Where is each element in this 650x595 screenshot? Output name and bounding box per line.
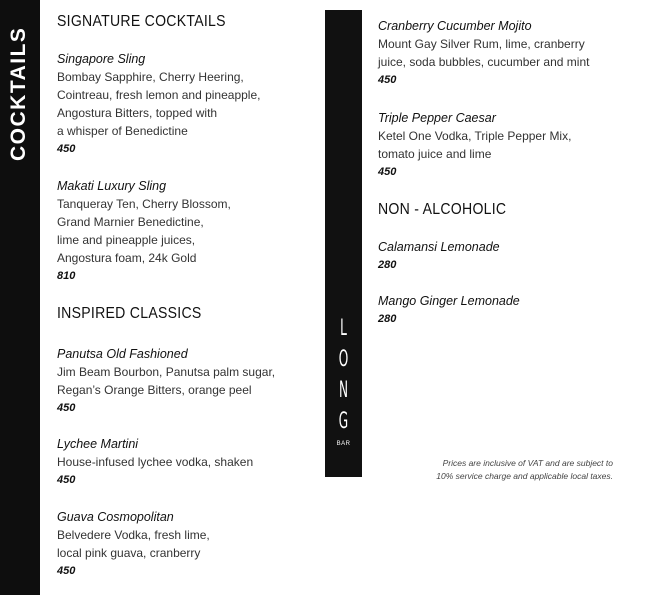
description-line: Ketel One Vodka, Triple Pepper Mix, [378,129,572,143]
long-bar-logo [325,313,362,447]
description-line: House-infused lychee vodka, shaken [57,455,254,469]
item-description [57,363,275,399]
section-non-alcoholic [378,200,524,220]
description-line: Grand Marnier Benedictine, [57,215,204,229]
description-line: local pink guava, cranberry [57,546,201,560]
description-line: Jim Beam Bourbon, Panutsa palm sugar, [57,365,276,379]
note-line: Prices are inclusive of VAT and are subject to [442,458,613,468]
item-name: Cranberry Cucumber Mojito [378,19,532,33]
pricing-note [395,457,613,483]
section-heading: NON - ALCOHOLIC [378,201,507,218]
item-description [57,68,260,140]
item-price: 450 [57,474,76,486]
menu-item [378,292,520,328]
menu-item [57,177,231,285]
description-line: Angostura Bitters, topped with [57,106,218,120]
menu-item [378,238,500,274]
description-line: lime and pineapple juices, [57,233,196,247]
logo-letter: N [338,378,349,403]
description-line: Belvedere Vodka, fresh lime, [57,528,210,542]
description-line: Mount Gay Silver Rum, lime, cranberry [378,37,585,51]
item-price: 450 [57,565,76,577]
item-price: 450 [57,143,76,155]
description-line: a whisper of Benedictine [57,124,188,138]
item-name: Mango Ginger Lemonade [378,294,520,308]
menu-item [378,17,589,89]
logo-letter: G [338,409,349,434]
menu-item [57,345,275,417]
item-name: Panutsa Old Fashioned [57,347,188,361]
center-divider-banner [325,10,362,477]
item-name: Guava Cosmopolitan [57,510,174,524]
menu-item [57,435,253,489]
item-name: Singapore Sling [57,52,146,66]
description-line: tomato juice and lime [378,147,492,161]
item-price: 280 [378,313,397,325]
menu-item [57,508,210,580]
section-heading: SIGNATURE COCKTAILS [57,13,226,30]
side-banner [0,0,40,595]
item-description [378,127,571,163]
item-name: Calamansi Lemonade [378,240,500,254]
item-description [57,195,231,267]
logo-letter: O [338,347,349,372]
menu-item [57,50,260,158]
section-heading: INSPIRED CLASSICS [57,305,202,322]
item-price: 450 [378,74,397,86]
logo-letter: L [340,316,347,341]
menu-item [378,109,571,181]
note-line: 10% service charge and applicable local taxes. [436,471,613,481]
side-title: COCKTAILS [7,26,30,161]
description-line: Angostura foam, 24k Gold [57,251,197,265]
description-line: Bombay Sapphire, Cherry Heering, [57,70,244,84]
item-price: 810 [57,270,76,282]
item-description [57,526,210,562]
item-name: Triple Pepper Caesar [378,111,496,125]
item-name: Lychee Martini [57,437,139,451]
description-line: juice, soda bubbles, cucumber and mint [378,55,590,69]
description-line: Regan’s Orange Bitters, orange peel [57,383,252,397]
item-price: 280 [378,259,397,271]
description-line: Tanqueray Ten, Cherry Blossom, [57,197,231,211]
section-signature-cocktails [57,12,249,32]
description-line: Cointreau, fresh lemon and pineapple, [57,88,261,102]
item-description [378,35,589,71]
item-description [57,453,253,471]
section-inspired-classics [57,304,221,324]
item-price: 450 [378,166,397,178]
logo-subtitle: BAR [336,441,351,447]
item-name: Makati Luxury Sling [57,179,167,193]
item-price: 450 [57,402,76,414]
